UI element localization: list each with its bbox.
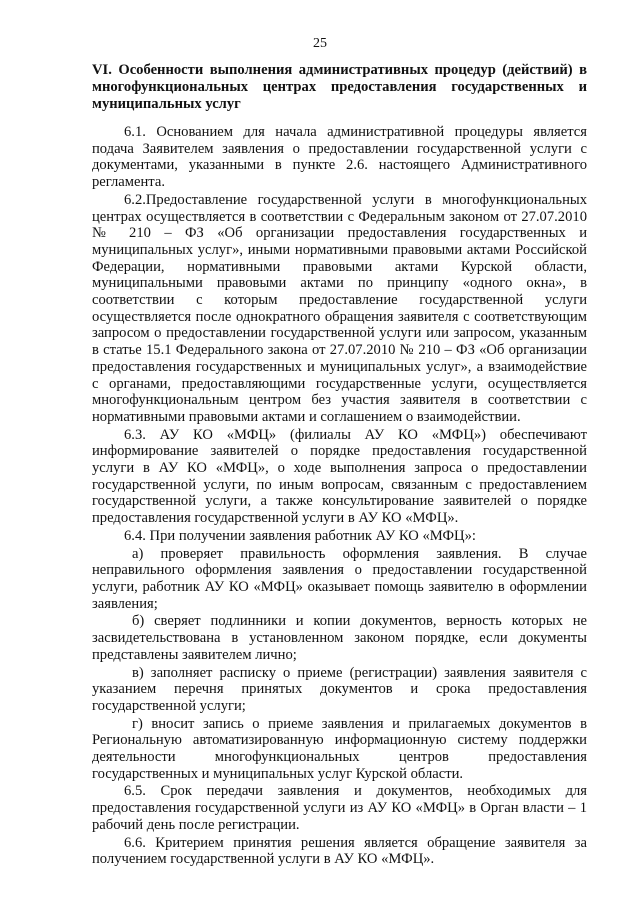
paragraph-6-2: 6.2.Предоставление государственной услуги в многофункциональных центрах осуществляется в соответствии с Федеральным законом от 27.07.2010 № 210 – ФЗ «Об организации предоставления государственных и муниципальных услуг», иными нормативными правовыми актами Российской Федерации, нормативными правовыми актами Курской области, муниципальными правовыми актами по принципу «одного окна», в соответствии с которым предоставление государственной услуги осуществляется после однократного обращения заявителя с соответствующим запросом о предоставлении государственной услуги или запросом, указанным в статье 15.1 Федерального закона от 27.07.2010 № 210 – ФЗ «Об организации предоставления государственных и муниципальных услуг», а взаимодействие с органами, предоставляющими государственные услуги, осуществляется многофункциональным центром без участия заявителя в соответствии с нормативными правовыми актами и соглашением о взаимодействии.	[92, 191, 587, 425]
document-body	[92, 124, 587, 868]
paragraph-6-6: 6.6. Критерием принятия решения является обращение заявителя за получением государственной услуги в АУ КО «МФЦ».	[92, 834, 587, 868]
paragraph-6-4-g: г) вносит запись о приеме заявления и прилагаемых документов в Региональную автоматизированную информационную систему поддержки деятельности многофункциональных центров предоставления государственных и муниципальных услуг Курской области.	[92, 715, 587, 782]
section-heading: VI. Особенности выполнения административных процедур (действий) в многофункциональных центрах предоставления государственных и муниципальных услуг	[92, 62, 587, 112]
paragraph-6-1: 6.1. Основанием для начала административной процедуры является подача Заявителем заявления о предоставлении государственной услуги с документами, указанными в пункте 2.6. настоящего Административного регламента.	[92, 124, 587, 191]
paragraph-6-5: 6.5. Срок передачи заявления и документов, необходимых для предоставления государственной услуги из АУ КО «МФЦ» в Орган власти – 1 рабочий день после регистрации.	[92, 783, 587, 833]
paragraph-6-4: 6.4. При получении заявления работник АУ КО «МФЦ»:	[124, 527, 476, 544]
paragraph-6-3: 6.3. АУ КО «МФЦ» (филиалы АУ КО «МФЦ») обеспечивают информирование заявителей о порядке предоставления государственной услуги в АУ КО «МФЦ», о ходе выполнения запроса о предоставлении государственной услуги, по иным вопросам, связанным с предоставлением государственной услуги, а также консультирование заявителей о порядке предоставления государственной услуги в АУ КО «МФЦ».	[92, 426, 587, 527]
paragraph-6-4-a: а) проверяет правильность оформления заявления. В случае неправильного оформления заявления о предоставлении государственной услуги, работник АУ КО «МФЦ» оказывает помощь заявителю в оформлении заявления;	[92, 545, 587, 612]
paragraph-6-4-v: в) заполняет расписку о приеме (регистрации) заявления заявителя с указанием перечня принятых документов и срока предоставления государственной услуги;	[92, 664, 587, 714]
paragraph-6-4-b: б) сверяет подлинники и копии документов, верность которых не засвидетельствована в установленном законом порядке, если документы представлены заявителем лично;	[92, 613, 587, 663]
page-number: 25	[313, 36, 327, 51]
